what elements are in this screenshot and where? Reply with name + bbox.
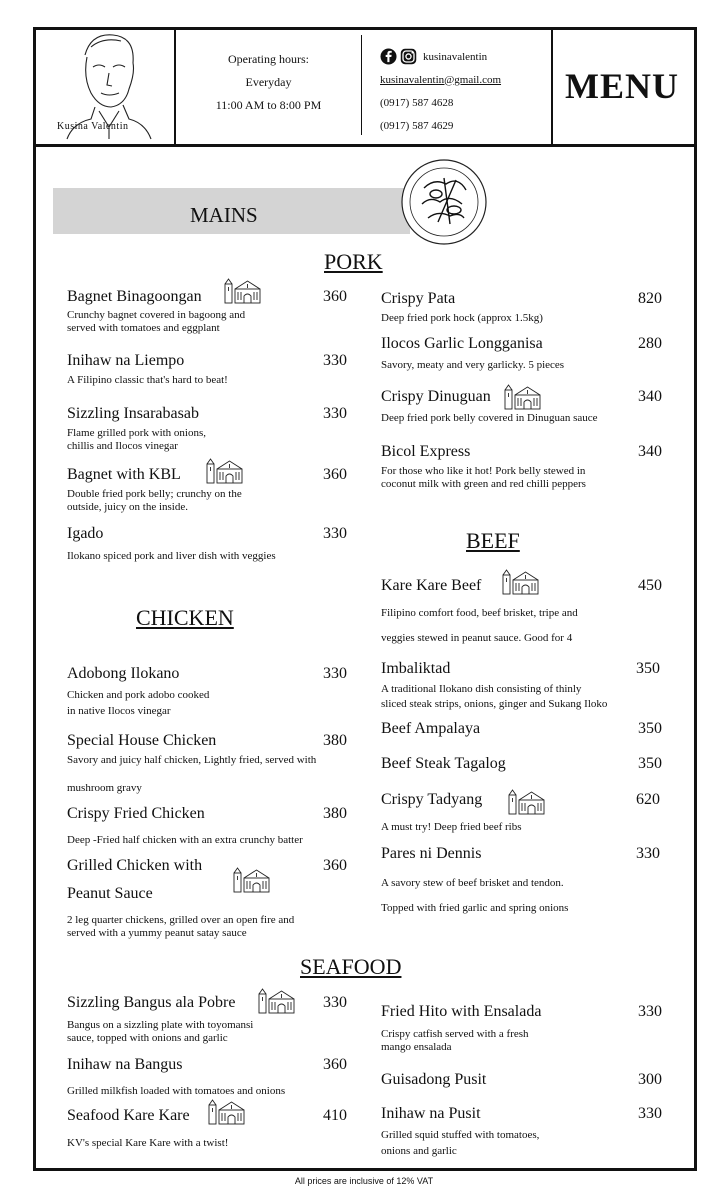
item-desc: outside, juicy on the inside. <box>67 501 188 513</box>
item-name: Pares ni Dennis <box>381 845 482 862</box>
item-name: Igado <box>67 525 104 542</box>
item-name: Fried Hito with Ensalada <box>381 1003 542 1020</box>
item-name: Ilocos Garlic Longganisa <box>381 335 543 352</box>
item-desc: Savory and juicy half chicken, Lightly fried, served with <box>67 754 317 766</box>
church-icon <box>257 988 297 1014</box>
instagram-icon[interactable] <box>400 48 417 65</box>
logo <box>33 27 176 144</box>
item-price: 330 <box>323 405 347 422</box>
item-desc: 2 leg quarter chickens, grilled over an open fire and <box>67 914 295 926</box>
item-price: 350 <box>636 660 660 677</box>
item-desc: onions and garlic <box>381 1145 457 1157</box>
church-icon <box>223 278 263 304</box>
item-name: Grilled Chicken with <box>67 857 203 874</box>
item-desc: Deep fried pork hock (approx 1.5kg) <box>381 312 543 324</box>
item-name: Sizzling Bangus ala Pobre <box>67 994 236 1011</box>
item-desc: A must try! Deep fried beef ribs <box>381 821 522 833</box>
item-price: 300 <box>638 1071 662 1088</box>
item-name: Adobong Ilokano <box>67 665 180 682</box>
item-price: 340 <box>638 388 662 405</box>
item-desc: A Filipino classic that's hard to beat! <box>67 374 228 386</box>
item-price: 360 <box>323 1056 347 1073</box>
item-name: Crispy Dinuguan <box>381 388 491 405</box>
item-name: Sizzling Insarabasab <box>67 405 199 422</box>
item-name: Beef Ampalaya <box>381 720 481 737</box>
item-name: Crispy Pata <box>381 290 456 307</box>
menu-header <box>33 27 697 147</box>
item-price: 350 <box>638 755 662 772</box>
social-handle[interactable]: kusinavalentin <box>423 50 488 63</box>
item-price: 330 <box>323 665 347 682</box>
item-desc: served with a yummy peanut satay sauce <box>67 927 247 939</box>
phone-1[interactable]: (0917) 587 4628 <box>380 96 454 109</box>
item-name: Bicol Express <box>381 443 471 460</box>
item-price: 380 <box>323 805 347 822</box>
item-desc: sauce, topped with onions and garlic <box>67 1032 228 1044</box>
item-desc: A savory stew of beef brisket and tendon. <box>381 877 564 889</box>
item-desc: A traditional Ilokano dish consisting of thinly <box>381 683 582 695</box>
item-price: 380 <box>323 732 347 749</box>
item-desc: Crispy catfish served with a fresh <box>381 1028 529 1040</box>
facebook-icon[interactable] <box>380 48 397 65</box>
item-price: 620 <box>636 791 660 808</box>
item-price: 330 <box>323 994 347 1011</box>
item-desc: Double fried pork belly; crunchy on the <box>67 488 242 500</box>
item-name: Inihaw na Bangus <box>67 1056 183 1073</box>
mains-title: MAINS <box>190 203 258 227</box>
item-name: Inihaw na Liempo <box>67 352 185 369</box>
item-price: 820 <box>638 290 662 307</box>
item-desc: mango ensalada <box>381 1041 452 1053</box>
item-price: 330 <box>323 352 347 369</box>
item-desc: Grilled squid stuffed with tomatoes, <box>381 1129 540 1141</box>
item-price: 360 <box>323 288 347 305</box>
item-desc: Topped with fried garlic and spring onions <box>381 902 569 914</box>
item-desc: Ilokano spiced pork and liver dish with veggies <box>67 550 276 562</box>
item-desc: mushroom gravy <box>67 782 142 794</box>
item-desc: Crunchy bagnet covered in bagoong and <box>67 309 246 321</box>
item-name: Imbaliktad <box>381 660 451 677</box>
item-name: Seafood Kare Kare <box>67 1107 190 1124</box>
social-line <box>380 45 551 68</box>
item-name: Crispy Tadyang <box>381 791 483 808</box>
item-desc: Grilled milkfish loaded with tomatoes and onions <box>67 1085 286 1097</box>
item-name: Bagnet with KBL <box>67 466 181 483</box>
item-desc: Flame grilled pork with onions, <box>67 427 207 439</box>
item-desc: chillis and Ilocos vinegar <box>67 440 178 452</box>
church-icon <box>205 458 245 484</box>
church-icon <box>232 867 272 893</box>
item-name: Inihaw na Pusit <box>381 1105 481 1122</box>
item-price: 330 <box>638 1003 662 1020</box>
item-price: 330 <box>636 845 660 862</box>
church-icon <box>501 569 541 595</box>
item-desc: in native Ilocos vinegar <box>67 705 171 717</box>
brand-name: Kusina Valentin <box>57 121 129 132</box>
item-price: 360 <box>323 857 347 874</box>
item-desc: For those who like it hot! Pork belly stewed in <box>381 465 586 477</box>
section-beef-title: BEEF <box>466 528 520 553</box>
operating-hours <box>176 27 361 144</box>
item-name: Crispy Fried Chicken <box>67 805 205 822</box>
item-desc: served with tomatoes and eggplant <box>67 322 220 334</box>
item-desc: Deep fried pork belly covered in Dinuguan sauce <box>381 412 598 424</box>
vat-footnote: All prices are inclusive of 12% VAT <box>294 1176 434 1186</box>
plate-illustration-icon <box>400 158 488 246</box>
contact-info <box>361 35 551 135</box>
menu-title: MENU <box>551 27 691 144</box>
item-name: Guisadong Pusit <box>381 1071 487 1088</box>
item-desc: Filipino comfort food, beef brisket, tripe and <box>381 607 578 619</box>
item-price: 340 <box>638 443 662 460</box>
item-price: 410 <box>323 1107 347 1124</box>
hours-time: 11:00 AM to 8:00 PM <box>215 98 322 112</box>
item-price: 330 <box>323 525 347 542</box>
item-desc: KV's special Kare Kare with a twist! <box>67 1137 229 1149</box>
phone-2[interactable]: (0917) 587 4629 <box>380 119 454 132</box>
item-desc: Chicken and pork adobo cooked <box>67 689 210 701</box>
item-name: Kare Kare Beef <box>381 577 482 594</box>
item-desc: coconut milk with green and red chilli peppers <box>381 478 586 490</box>
item-desc: Savory, meaty and very garlicky. 5 pieces <box>381 359 565 371</box>
church-icon <box>507 789 547 815</box>
item-desc: Bangus on a sizzling plate with toyomansi <box>67 1019 254 1031</box>
item-name: Peanut Sauce <box>67 885 153 902</box>
hours-days: Everyday <box>245 75 292 89</box>
item-desc: sliced steak strips, onions, ginger and Sukang Iloko <box>381 698 608 710</box>
item-name: Beef Steak Tagalog <box>381 755 506 772</box>
section-chicken-title: CHICKEN <box>136 605 234 630</box>
item-desc: veggies stewed in peanut sauce. Good for 4 <box>381 632 573 644</box>
item-desc: Deep -Fried half chicken with an extra crunchy batter <box>67 834 303 846</box>
church-icon <box>503 384 543 410</box>
item-price: 330 <box>638 1105 662 1122</box>
email-link[interactable]: kusinavalentin@gmail.com <box>380 73 502 86</box>
section-seafood-title: SEAFOOD <box>300 954 402 979</box>
item-price: 360 <box>323 466 347 483</box>
item-price: 450 <box>638 577 662 594</box>
item-price: 280 <box>638 335 662 352</box>
item-price: 350 <box>638 720 662 737</box>
section-pork-title: PORK <box>324 249 383 274</box>
church-icon <box>207 1099 247 1125</box>
item-name: Special House Chicken <box>67 732 217 749</box>
hours-label: Operating hours: <box>228 52 309 66</box>
item-name: Bagnet Binagoongan <box>67 288 202 305</box>
